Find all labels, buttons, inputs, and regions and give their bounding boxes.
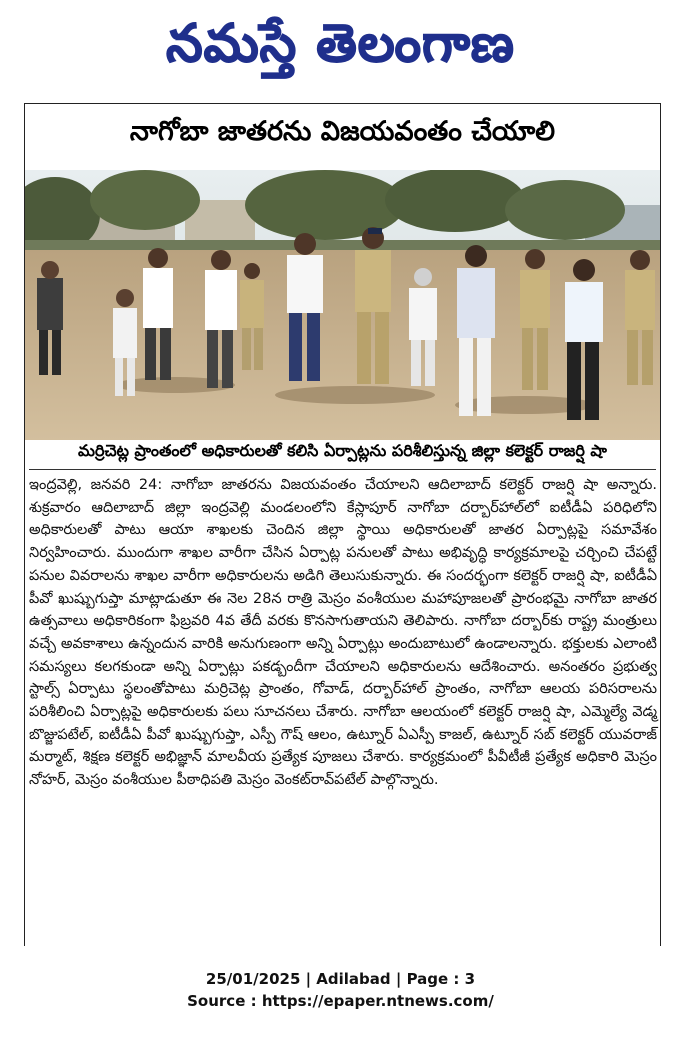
- masthead: [0, 0, 681, 100]
- newspaper-logo: నమస్తే తెలంగాణ: [166, 13, 515, 74]
- article-photo: [25, 170, 660, 440]
- source-link[interactable]: Source : https://epaper.ntnews.com/: [187, 992, 494, 1010]
- news-clipping: [24, 103, 661, 946]
- clipping-footer: [0, 968, 681, 1012]
- article-headline: నాగోబా జాతరను విజయవంతం చేయాలి: [129, 116, 556, 147]
- photo-caption: మర్రిచెట్ల ప్రాంతంలో అధికారులతో కలిసి ఏర్పాట్లను పరిశీలిస్తున్న జిల్లా కలెక్టర్ రాజర్షి షా: [29, 435, 656, 470]
- edition-info: 25/01/2025 | Adilabad | Page : 3: [205, 970, 476, 988]
- article-body: ఇంద్రవెల్లి, జనవరి 24: నాగోబా జాతరను విజయవంతం చేయాలని ఆదిలాబాద్ కలెక్టర్ రాజర్షి షా అన్నారు. శుక్రవారం ఆదిలాబాద్ జిల్లా ఇంద్రవెల్లి మండలంలోని కేస్లాపూర్ నాగోబా దర్బార్‌హాల్‌లో ఐటీడీఏ పరిధిలోని అధికారులతో పాటు ఆయా శాఖలకు చెందిన జిల్లా స్థాయి అధికారులతో జాతర ఏర్పాట్లపై సమావేశం నిర్వహించారు. ముందుగా శాఖల వారీగా చేసిన ఏర్పాట్ల పనులతో పాటు అభివృద్ధి కార్యక్రమాలపై చర్చించి చేపట్టే పనుల వివరాలను శాఖల వారీగా అధికారులను అడిగి తెలుసుకున్నారు. ఈ సందర్భంగా కలెక్టర్ రాజర్షి షా, ఐటీడీఏ పీవో ఖుష్బుగుప్తా మాట్లాడుతూ ఈ నెల 28న రాత్రి మెస్రం వంశీయుల మహాపూజలతో ప్రారంభమై నాగోబా జాతర ఉత్సవాలు అధికారికంగా ఫిబ్రవరి 4వ తేదీ వరకు కొనసాగుతాయని తెలిపారు. నాగోబా దర్బార్‌కు రాష్ట్ర మంత్రులు వచ్చే అవకాశాలు ఉన్నందున వారికి అనుగుణంగా అన్ని ఏర్పాట్లు అందుబాటులో ఉండాలన్నారు. భక్తులకు ఎలాంటి సమస్యలు కలగకుండా అన్ని ఏర్పాట్లు పకడ్బందీగా చేయాలని అధికారులను ఆదేశించారు. అనంతరం ప్రభుత్వ స్టాల్స్ ఏర్పాటు స్థలంతోపాటు మర్రిచెట్ల ప్రాంతం, గోవాడ్, దర్బార్‌హాల్ ప్రాంతం, నాగోబా ఆలయ పరిసరాలను పరిశీలించి ఏర్పాట్లపై అధికారులకు పలు సూచనలు చేశారు. నాగోబా ఆలయంలో కలెక్టర్ రాజర్షి షా, ఎమ్మెల్యే వెడ్మ బొజ్జుపటేల్, ఐటీడీఏ పీవో ఖుష్బుగుప్తా, ఎస్పీ గౌష్ ఆలం, ఉట్నూర్ ఏఎస్పీ కాజల్, ఉట్నూర్ సబ్ కలెక్టర్ యువరాజ్ మర్మాట్, శిక్షణ కలెక్టర్ అభిజ్ఞాన్ మాలవీయ ప్రత్యేక పూజలు చేశారు. కార్యక్రమంలో పీవీటీజీ ప్రత్యేక అధికారి మెస్రం నోహర్, మెస్రం వంశీయుల పీఠాధిపతి మెస్రం వెంకట్‌రావ్‌పటేల్ పాల్గొన్నారు.: [29, 477, 657, 789]
- officials-walking-photo: [25, 170, 660, 440]
